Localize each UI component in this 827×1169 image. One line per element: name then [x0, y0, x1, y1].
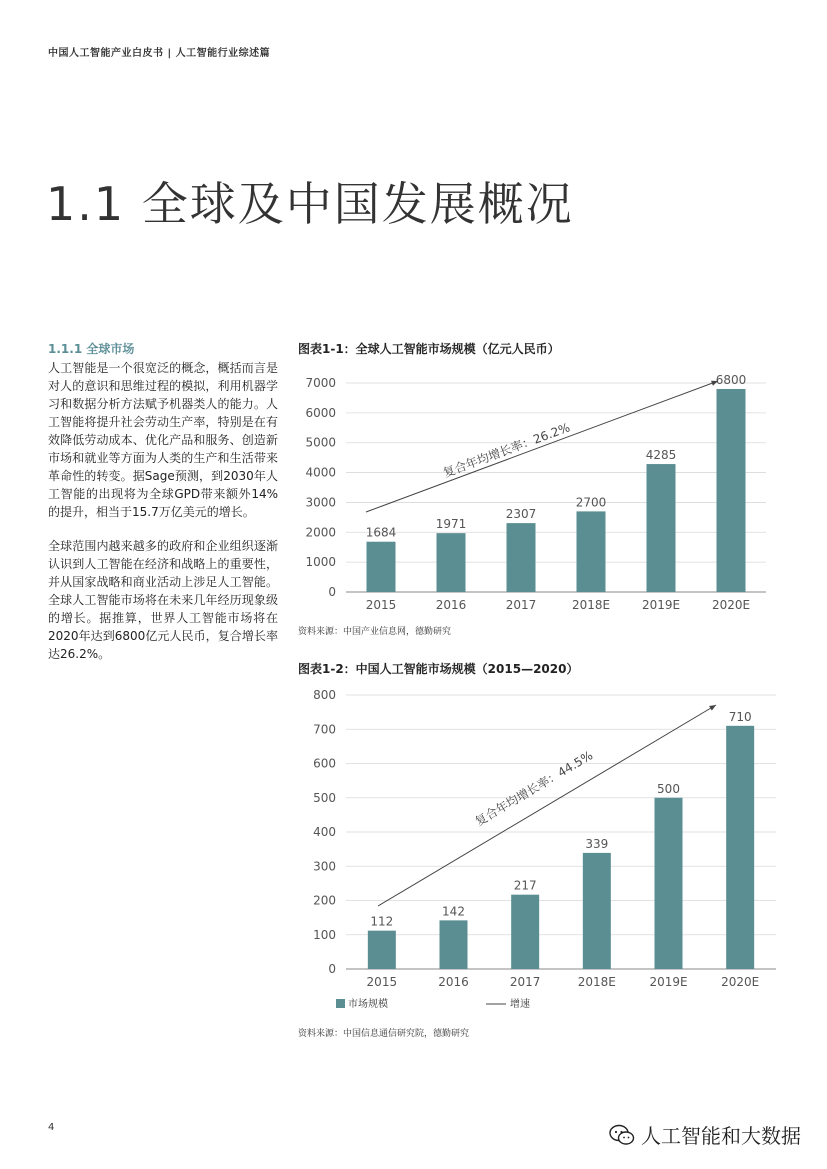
x-tick-label: 2016 [435, 598, 467, 612]
data-label: 500 [657, 781, 680, 796]
data-label: 710 [728, 709, 752, 724]
y-tick-label: 0 [328, 585, 336, 599]
bar [717, 389, 746, 592]
bar [440, 920, 468, 969]
x-tick-label: 2017 [509, 975, 541, 989]
x-tick-label: 2018E [577, 975, 616, 989]
y-tick-label: 1000 [305, 555, 336, 570]
x-tick-label: 2017 [505, 598, 537, 612]
paragraph-1: 人工智能是一个很宽泛的概念，概括而言是对人的意识和思维过程的模拟，利用机器学习和数据分析方法赋予机器类人的能力。人工智能将提升社会劳动生产率，特别是在有效降低劳动成本、优化产品和服务、创造新市场和就业等方面为人类的生产和生活带来革命性的转变。据Sage预测，到2030年人工智能的出现将为全球GPD带来额外14%的提升，相当于15.7万亿美元的增长。 [48, 361, 278, 519]
y-tick-label: 300 [313, 859, 336, 874]
y-tick-label: 3000 [305, 495, 336, 510]
legend-swatch-bar [336, 999, 345, 1008]
y-tick-label: 6000 [305, 405, 336, 420]
data-label: 339 [585, 836, 609, 851]
y-tick-label: 400 [313, 825, 336, 839]
y-tick-label: 500 [313, 790, 336, 805]
chart-1-title: 图表1-1：全球人工智能市场规模（亿元人民币） [298, 342, 560, 356]
chart-2-title: 图表1-2：中国人工智能市场规模（2015—2020） [298, 662, 579, 676]
data-label: 2700 [575, 495, 607, 510]
y-tick-label: 2000 [305, 525, 336, 540]
section-heading: 1.1.1 全球市场 [48, 342, 135, 356]
y-tick-label: 4000 [305, 465, 336, 480]
y-tick-label: 800 [313, 688, 336, 702]
data-label: 1971 [435, 517, 467, 532]
x-tick-label: 2016 [438, 975, 469, 989]
y-tick-label: 600 [313, 756, 336, 771]
y-tick-label: 0 [328, 962, 336, 976]
left-column [48, 340, 278, 679]
wechat-icon [609, 1124, 635, 1146]
bar [437, 533, 466, 592]
bar [583, 853, 611, 969]
chart-1-source: 资料来源：中国产业信息网，德勤研究 [298, 627, 452, 637]
x-tick-label: 2015 [365, 598, 397, 612]
paragraph-2: 全球范围内越来越多的政府和企业组织逐渐认识到人工智能在经济和战略上的重要性，并从国家战略和商业活动上涉足人工智能。全球人工智能市场将在未来几年经历现象级的增长。据推算，世界人工智能市场将在2020年达到6800亿元人民币，复合增长率达26.2%。 [48, 539, 278, 661]
page-number: 4 [48, 1122, 55, 1133]
x-tick-label: 2019E [641, 598, 681, 612]
data-label: 6800 [715, 372, 747, 387]
growth-annotation: 复合年均增长率：26.2% [441, 420, 572, 481]
x-tick-label: 2020E [721, 975, 760, 989]
y-tick-label: 5000 [305, 435, 336, 450]
bar [726, 726, 754, 969]
watermark [609, 1120, 801, 1149]
bar [577, 511, 606, 592]
y-tick-label: 7000 [305, 376, 336, 390]
x-tick-label: 2019E [649, 975, 688, 989]
data-label: 112 [370, 914, 394, 929]
page-title: 1.1 全球及中国发展概况 [46, 177, 574, 231]
x-tick-label: 2020E [711, 598, 751, 612]
x-tick-label: 2015 [366, 975, 398, 989]
y-tick-label: 700 [313, 722, 336, 737]
trend-arrowhead [709, 705, 716, 711]
chart-2 [296, 680, 796, 1020]
bar [647, 464, 676, 592]
bar [368, 931, 396, 969]
data-label: 2307 [505, 507, 537, 522]
data-label: 1684 [365, 525, 397, 540]
bar [367, 542, 396, 592]
chart-2-source: 资料来源：中国信息通信研究院，德勤研究 [298, 1029, 470, 1039]
bar [507, 523, 536, 592]
chart-1 [296, 362, 796, 624]
bar [655, 798, 683, 969]
running-header: 中国人工智能产业白皮书 | 人工智能行业综述篇 [48, 48, 271, 59]
legend-label: 市场规模 [348, 999, 388, 1010]
data-label: 217 [513, 878, 537, 893]
legend-label: 增速 [510, 999, 530, 1010]
watermark-text: 人工智能和大数据 [641, 1124, 801, 1148]
x-tick-label: 2018E [571, 598, 611, 612]
y-tick-label: 200 [313, 893, 336, 908]
growth-annotation: 复合年均增长率：44.5% [472, 748, 596, 829]
y-tick-label: 100 [313, 927, 336, 942]
data-label: 4285 [645, 448, 677, 463]
bar [511, 895, 539, 969]
data-label: 142 [442, 904, 465, 919]
